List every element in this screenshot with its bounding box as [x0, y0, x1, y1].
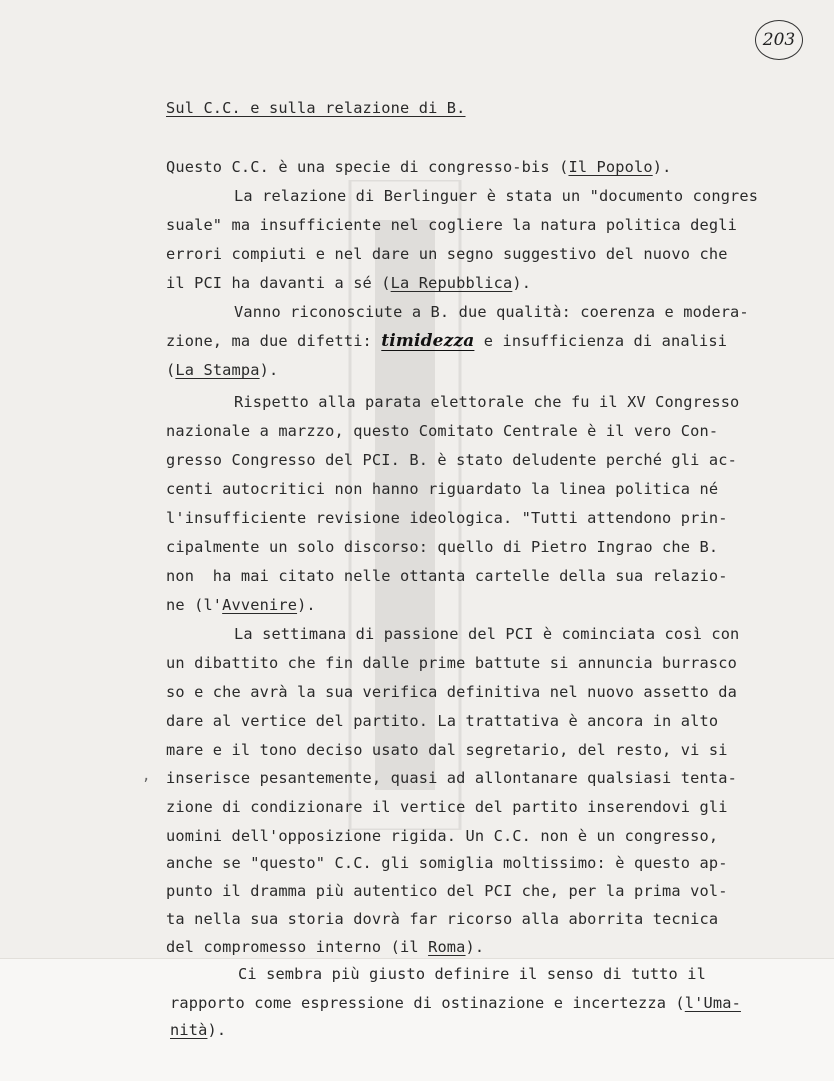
text-segment: zione, ma due difetti: [166, 332, 382, 350]
source-citation: La Repubblica [390, 274, 513, 292]
paragraph-6-line-1: Ci sembra più giusto definire il senso di tutto il [238, 965, 706, 983]
source-citation: nità [170, 1021, 208, 1039]
paragraph-5-line-8: uomini dell'opposizione rigida. Un C.C. non è un congresso, [166, 827, 719, 845]
paragraph-5-line-9: anche se "questo" C.C. gli somiglia moltissimo: è questo ap- [166, 854, 728, 872]
text-segment: ne (l' [166, 596, 223, 614]
paragraph-6-line-2 [170, 993, 741, 1013]
source-citation: La Stampa [175, 361, 260, 379]
text-segment: del compromesso interno (il [166, 938, 429, 956]
text-segment: ). [512, 274, 532, 292]
paragraph-5-line-1: La settimana di passione del PCI è cominciata così con [234, 625, 740, 643]
paragraph-2-line-1: La relazione di Berlinguer è stata un "documento congres [234, 187, 759, 205]
text-segment: ). [465, 938, 485, 956]
paragraph-5-line-4: dare al vertice del partito. La trattativa è ancora in alto [166, 712, 719, 730]
margin-mark: , [142, 768, 151, 784]
paragraph-4-line-1: Rispetto alla parata elettorale che fu il XV Congresso [234, 393, 740, 411]
text-segment: il PCI ha davanti a sé ( [166, 274, 391, 292]
paragraph-5-line-7: zione di condizionare il vertice del partito inserendovi gli [166, 798, 728, 816]
paragraph-5-line-6: inserisce pesantemente, quasi ad allontanare qualsiasi tenta- [166, 769, 737, 787]
paragraph-4-line-6: cipalmente un solo discorso: quello di Pietro Ingrao che B. [166, 538, 719, 556]
paragraph-1-line-1 [166, 157, 671, 177]
paragraph-5-line-3: so e che avrà la sua verifica definitiva nel nuovo assetto da [166, 683, 737, 701]
paragraph-4-line-4: centi autocritici non hanno riguardato la linea politica né [166, 480, 719, 498]
paragraph-2-line-4 [166, 273, 531, 293]
source-citation: Avvenire [222, 596, 298, 614]
page-number: 203 [762, 30, 796, 50]
paragraph-2-line-2: suale" ma insufficiente nel cogliere la natura politica degli [166, 216, 737, 234]
handwritten-word: timidezza [381, 331, 475, 351]
text-segment: Questo C.C. è una specie di congresso-bis ( [166, 158, 569, 176]
text-segment: e insufficienza di analisi [474, 332, 728, 350]
paragraph-4-line-3: gresso Congresso del PCI. B. è stato deludente perché gli ac- [166, 451, 737, 469]
text-segment: ( [166, 361, 176, 379]
paragraph-2-line-3: errori compiuti e nel dare un segno suggestivo del nuovo che [166, 245, 728, 263]
source-citation: Il Popolo [568, 158, 653, 176]
paragraph-4-line-8 [166, 595, 316, 615]
paragraph-3-line-3 [166, 360, 278, 380]
paragraph-5-line-10: punto il dramma più autentico del PCI che, per la prima vol- [166, 882, 728, 900]
source-citation: Roma [428, 938, 466, 956]
paragraph-3-line-1: Vanno riconosciute a B. due qualità: coerenza e modera- [234, 303, 749, 321]
paragraph-4-line-7: non ha mai citato nelle ottanta cartelle della sua relazio- [166, 567, 728, 585]
document-title: Sul C.C. e sulla relazione di B. [166, 99, 466, 117]
text-segment: ). [207, 1021, 227, 1039]
source-citation: l'Uma- [684, 994, 741, 1012]
paragraph-3-line-2 [166, 331, 727, 351]
paragraph-6-line-3 [170, 1020, 226, 1040]
paragraph-5-line-11: ta nella sua storia dovrà far ricorso alla aborrita tecnica [166, 910, 719, 928]
text-segment: ). [652, 158, 672, 176]
paragraph-5-line-2: un dibattito che fin dalle prime battute si annuncia burrasco [166, 654, 737, 672]
paragraph-5-line-5: mare e il tono deciso usato dal segretario, del resto, vi si [166, 741, 728, 759]
page-number-circle [755, 20, 803, 60]
paragraph-4-line-2: nazionale a marzzo, questo Comitato Centrale è il vero Con- [166, 422, 719, 440]
text-segment: rapporto come espressione di ostinazione e incertezza ( [170, 994, 685, 1012]
text-segment: ). [297, 596, 316, 614]
paragraph-5-line-12 [166, 937, 484, 957]
paragraph-4-line-5: l'insufficiente revisione ideologica. "Tutti attendono prin- [166, 509, 728, 527]
text-segment: ). [259, 361, 279, 379]
